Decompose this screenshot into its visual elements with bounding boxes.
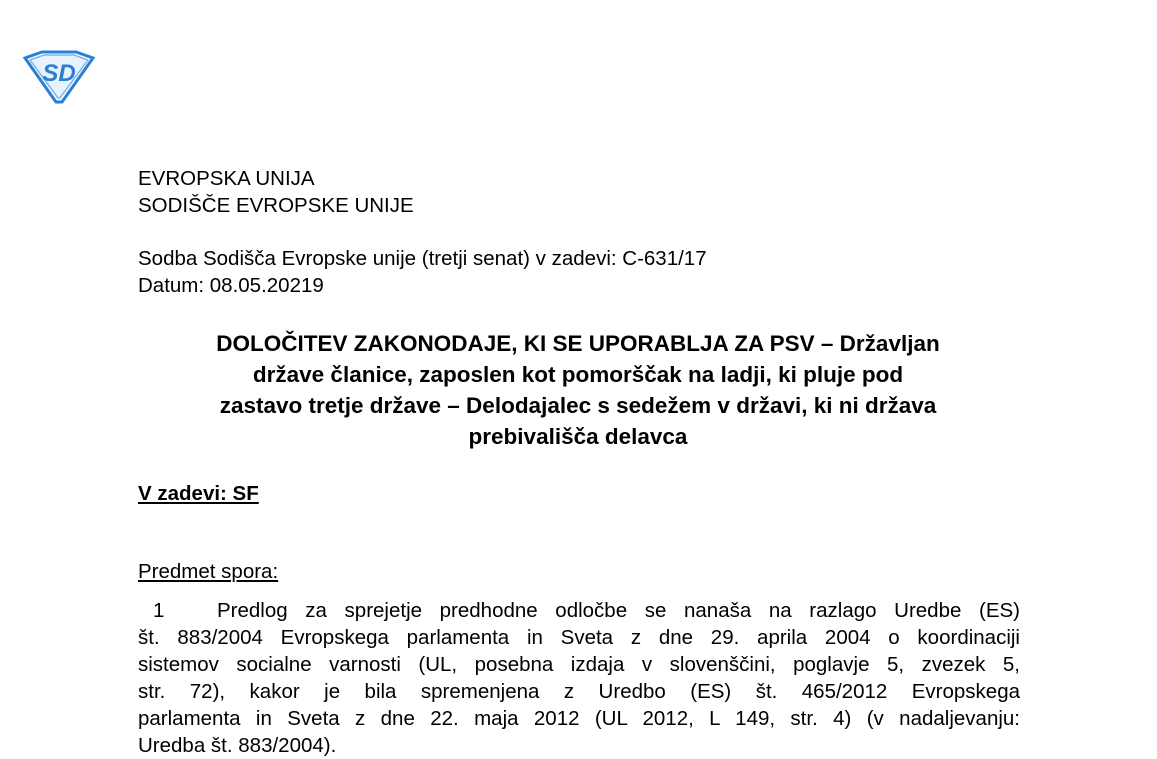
case-reference: Sodba Sodišča Evropske unije (tretji senat) v zadevi: C-631/17 bbox=[138, 247, 707, 270]
header-court: SODIŠČE EVROPSKE UNIJE bbox=[138, 194, 414, 217]
title-line: DOLOČITEV ZAKONODAJE, KI SE UPORABLJA ZA PSV – Državljan bbox=[216, 331, 940, 356]
title-line: države članice, zaposlen kot pomorščak na ladji, ki pluje pod bbox=[252, 362, 904, 387]
paragraph-1 bbox=[138, 597, 1020, 759]
judgment-title bbox=[138, 328, 1018, 452]
paragraph-line: sistemov socialne varnosti (UL, posebna izdaja v slovenščini, poglavje 5, zvezek 5, bbox=[138, 653, 1020, 676]
sd-logo-icon bbox=[22, 48, 96, 104]
svg-text:SD: SD bbox=[42, 60, 76, 87]
paragraph-line: št. 883/2004 Evropskega parlamenta in Sveta z dne 29. aprila 2004 o koordinaciji bbox=[138, 626, 1020, 649]
paragraph-line: Uredba št. 883/2004). bbox=[138, 734, 337, 757]
paragraph-line: parlamenta in Sveta z dne 22. maja 2012 (UL 2012, L 149, str. 4) (v nadaljevanju: bbox=[138, 707, 1020, 730]
paragraph-line: str. 72), kakor je bila spremenjena z Uredbo (ES) št. 465/2012 Evropskega bbox=[138, 680, 1020, 703]
title-line: zastavo tretje države – Delodajalec s sedežem v državi, ki ni država bbox=[219, 393, 937, 418]
paragraph-number: 1 bbox=[153, 599, 165, 622]
case-date: Datum: 08.05.20219 bbox=[138, 274, 324, 297]
subject-heading: Predmet spora: bbox=[138, 560, 279, 583]
header-eu: EVROPSKA UNIJA bbox=[138, 167, 315, 190]
title-line: prebivališča delavca bbox=[468, 424, 688, 449]
case-party: V zadevi: SF bbox=[138, 482, 259, 505]
paragraph-line: 1 Predlog za sprejetje predhodne odločbe se nanaša na razlago Uredbe (ES) bbox=[153, 599, 1020, 622]
